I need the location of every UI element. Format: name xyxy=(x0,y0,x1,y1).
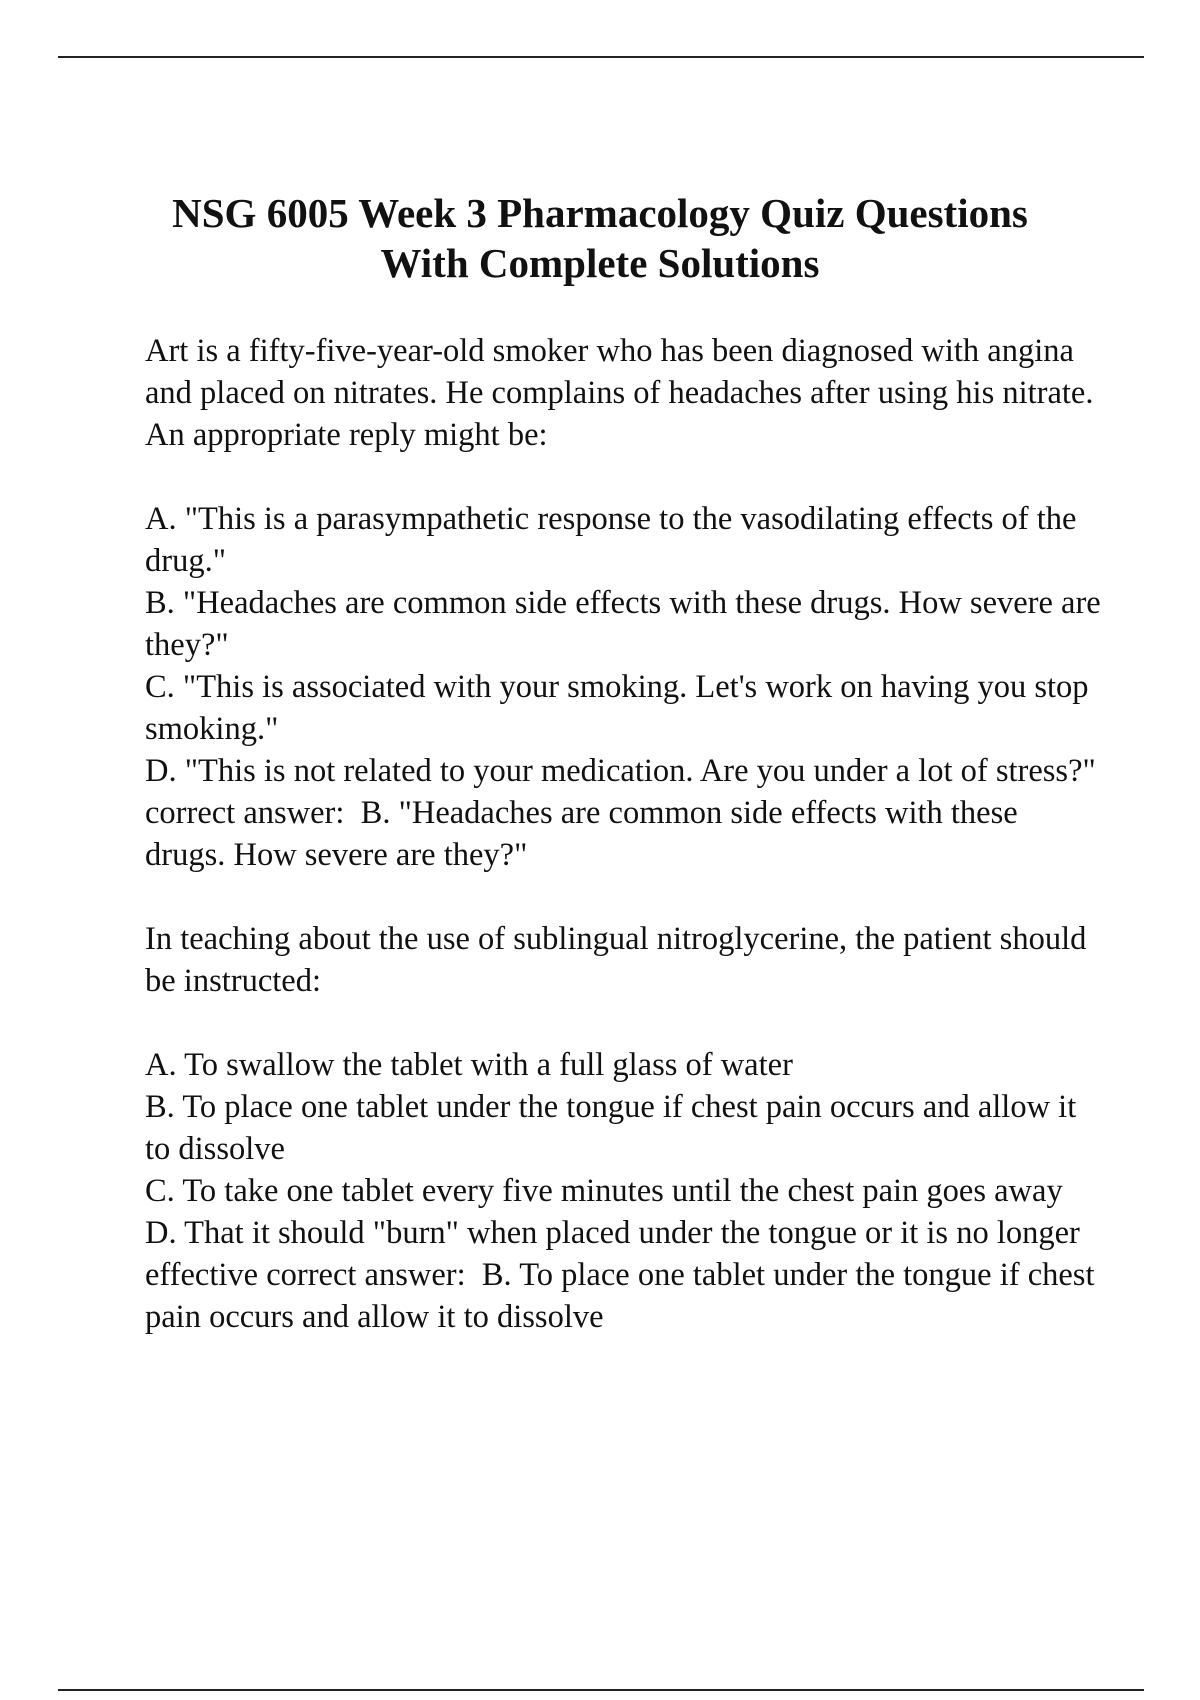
question-1-option-d: D. "This is not related to your medication. Are you under a lot of stress?" xyxy=(145,753,1096,789)
question-1 xyxy=(145,330,1105,876)
question-2 xyxy=(145,918,1105,1338)
question-1-option-d-with-answer xyxy=(145,750,1105,876)
question-2-option-a: A. To swallow the tablet with a full glass of water xyxy=(145,1047,793,1083)
top-rule xyxy=(58,56,1144,58)
question-2-stem: In teaching about the use of sublingual nitroglycerine, the patient should be instructed: xyxy=(145,921,1087,999)
question-1-option-b: B. "Headaches are common side effects with these drugs. How severe are they?" xyxy=(145,585,1101,663)
question-1-option-a: A. "This is a parasympathetic response to the vasodilating effects of the drug." xyxy=(145,501,1077,579)
question-1-option-c: C. "This is associated with your smoking. Let's work on having you stop smoking." xyxy=(145,669,1089,747)
question-2-option-d: D. That it should "burn" when placed under the tongue or it is no longer effective xyxy=(145,1215,1080,1293)
question-2-option-b: B. To place one tablet under the tongue if chest pain occurs and allow it to dissolve xyxy=(145,1089,1077,1167)
title-line-1: NSG 6005 Week 3 Pharmacology Quiz Questions xyxy=(172,190,1028,236)
bottom-rule xyxy=(58,1689,1144,1691)
question-2-option-c: C. To take one tablet every five minutes until the chest pain goes away xyxy=(145,1173,1063,1209)
quiz-content xyxy=(145,330,1105,1338)
question-1-stem: Art is a fifty-five-year-old smoker who has been diagnosed with angina and placed on nitrates. He complains of headaches after using his nitrate. An appropriate reply might be: xyxy=(145,333,1094,453)
question-2-answer: B. To place one tablet under the tongue if chest pain occurs and allow it to dissolve xyxy=(145,1257,1095,1335)
page-title xyxy=(100,188,1100,288)
question-2-answer-label: correct answer: xyxy=(258,1257,482,1293)
spacer xyxy=(145,456,1105,498)
spacer xyxy=(145,1002,1105,1044)
question-1-answer-label: correct answer: xyxy=(145,753,1104,831)
spacer xyxy=(145,876,1105,918)
question-1-answer: B. "Headaches are common side effects with these drugs. How severe are they?" xyxy=(145,795,1018,873)
question-2-option-d-with-answer xyxy=(145,1212,1105,1338)
title-line-2: With Complete Solutions xyxy=(380,240,820,286)
